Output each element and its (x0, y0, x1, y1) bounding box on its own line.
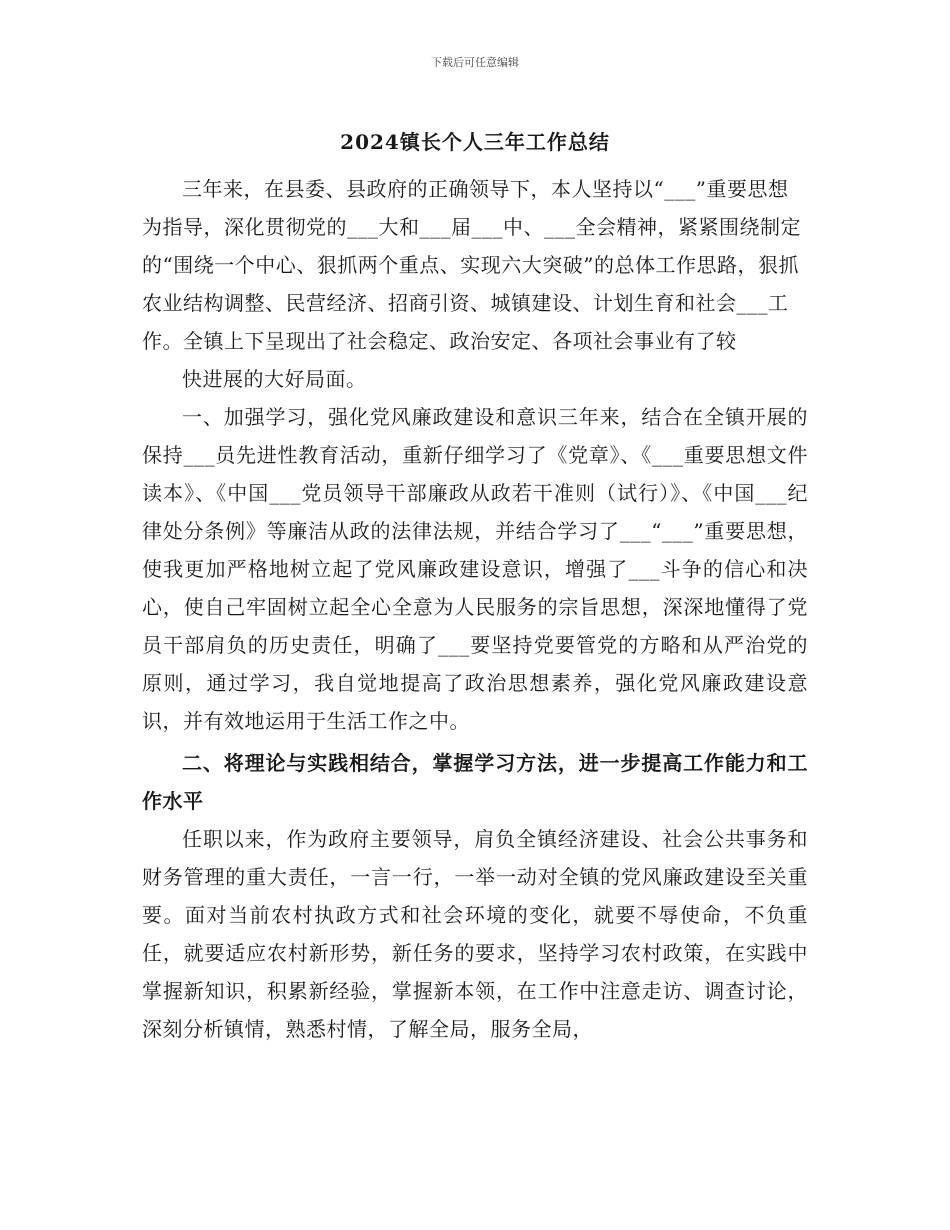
paragraph-section-two: 任职以来，作为政府主要领导，肩负全镇经济建设、社会公共事务和财务管理的重大责任，一言一行，一举一动对全镇的党风廉政建设至关重要。面对当前农村执政方式和社会环境的变化，就要不辱使命，不负重任，就要适应农村新形势，新任务的要求，坚持学习农村政策，在实践中掌握新知识，积累新经验，掌握新本领，在工作中注意走访、调查讨论，深刻分析镇情，熟悉村情，了解全局，服务全局， (142, 827, 808, 1041)
paragraph-intro-continued: 快进展的大好局面。 (182, 367, 367, 391)
header-note: 下载后可任意编辑 (431, 56, 519, 69)
section-heading-two: 二、将理论与实践相结合，掌握学习方法，进一步提高工作能力和工作水平 (142, 751, 808, 813)
document-body (142, 170, 808, 1048)
paragraph-intro: 三年来，在县委、县政府的正确领导下，本人坚持以“___”重要思想为指导，深化贯彻党的___大和___届___中、___全会精神，紧紧围绕制定的“围绕一个中心、狠抓两个重点、实现六大突破”的总体工作思路，狠抓农业结构调整、民营经济、招商引资、城镇建设、计划生育和社会___工作。全镇上下呈现出了社会稳定、政治安定、各项社会事业有了较 (142, 177, 801, 353)
paragraph-section-one: 一、加强学习，强化党风廉政建设和意识三年来，结合在全镇开展的保持___员先进性教育活动，重新仔细学习了《党章》、《___重要思想文件读本》、《中国___党员领导干部廉政从政若干准则（试行）》、《中国___纪律处分条例》等廉洁从政的法律法规，并结合学习了___“___”重要思想，使我更加严格地树立起了党风廉政建设意识，增强了___斗争的信心和决心，使自己牢固树立起全心全意为人民服务的宗旨思想，深深地懂得了党员干部肩负的历史责任，明确了___要坚持党要管党的方略和从严治党的原则，通过学习，我自觉地提高了政治思想素养，强化党风廉政建设意识，并有效地运用于生活工作之中。 (142, 405, 808, 733)
document-title: 2024镇长个人三年工作总结 (340, 130, 610, 154)
